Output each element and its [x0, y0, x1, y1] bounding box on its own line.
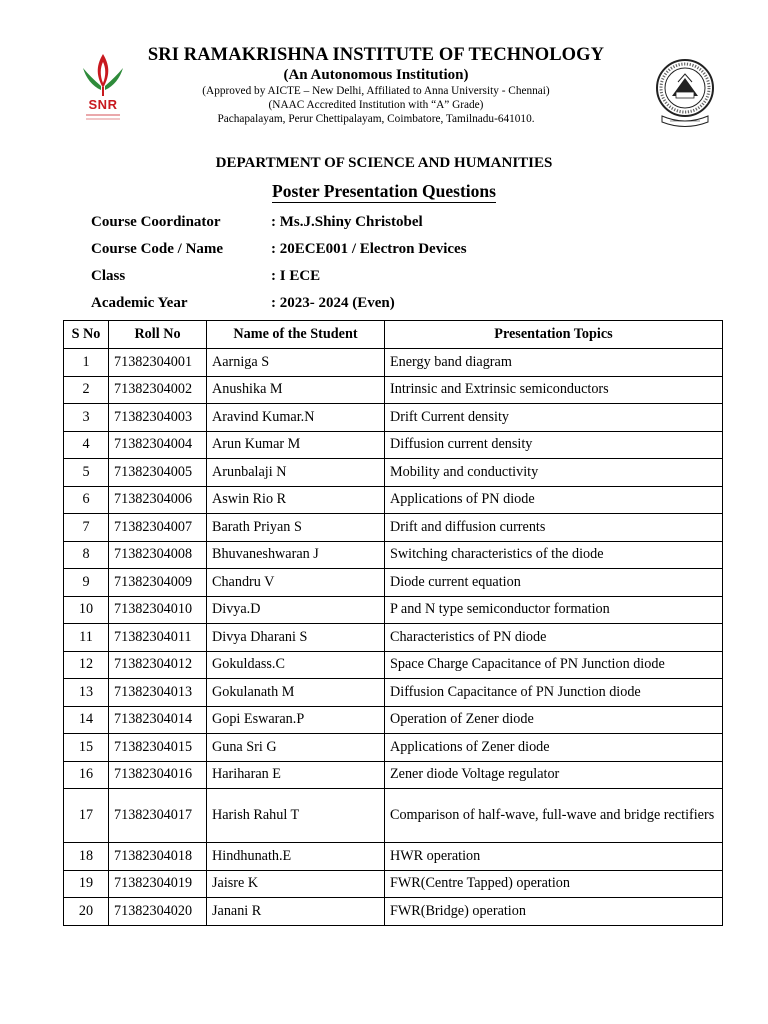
course-info-label: Course Code / Name	[91, 241, 224, 257]
course-info-value: : Ms.J.Shiny Christobel	[271, 214, 423, 230]
cell-presentation-topic: Intrinsic and Extrinsic semiconductors	[385, 376, 723, 404]
cell-presentation-topic: Applications of PN diode	[385, 486, 723, 514]
table-row	[64, 404, 723, 432]
cell-sno: 7	[64, 514, 109, 542]
cell-sno: 17	[64, 789, 109, 843]
cell-roll-no: 71382304012	[109, 651, 207, 679]
cell-student-name: Gopi Eswaran.P	[207, 706, 385, 734]
autonomous-status: (An Autonomous Institution)	[283, 67, 469, 83]
cell-presentation-topic: Comparison of half-wave, full-wave and bridge rectifiers	[385, 789, 723, 843]
course-info-value: : I ECE	[271, 268, 321, 284]
course-info-value: : 20ECE001 / Electron Devices	[271, 241, 467, 257]
table-row	[64, 843, 723, 871]
cell-student-name: Arunbalaji N	[207, 459, 385, 487]
table-row	[64, 789, 723, 843]
table-row	[64, 431, 723, 459]
cell-roll-no: 71382304018	[109, 843, 207, 871]
cell-roll-no: 71382304008	[109, 541, 207, 569]
cell-presentation-topic: P and N type semiconductor formation	[385, 596, 723, 624]
cell-presentation-topic: Applications of Zener diode	[385, 734, 723, 762]
cell-student-name: Aarniga S	[207, 349, 385, 377]
cell-presentation-topic: Diode current equation	[385, 569, 723, 597]
cell-roll-no: 71382304004	[109, 431, 207, 459]
document-title-text: Poster Presentation Questions	[272, 181, 496, 201]
table-row	[64, 486, 723, 514]
cell-presentation-topic: Drift Current density	[385, 404, 723, 432]
table-body	[64, 349, 723, 926]
cell-student-name: Aswin Rio R	[207, 486, 385, 514]
table-row	[64, 624, 723, 652]
cell-roll-no: 71382304009	[109, 569, 207, 597]
table-row	[64, 651, 723, 679]
cell-presentation-topic: Drift and diffusion currents	[385, 514, 723, 542]
header-roll-no: Roll No	[109, 321, 207, 349]
table-row	[64, 679, 723, 707]
table-row	[64, 596, 723, 624]
university-seal	[654, 56, 716, 130]
cell-roll-no: 71382304002	[109, 376, 207, 404]
cell-roll-no: 71382304007	[109, 514, 207, 542]
cell-student-name: Aravind Kumar.N	[207, 404, 385, 432]
cell-student-name: Chandru V	[207, 569, 385, 597]
cell-presentation-topic: Characteristics of PN diode	[385, 624, 723, 652]
cell-sno: 12	[64, 651, 109, 679]
snr-logo-text: SNR	[88, 97, 118, 112]
cell-student-name: Harish Rahul T	[207, 789, 385, 843]
cell-roll-no: 71382304011	[109, 624, 207, 652]
cell-roll-no: 71382304003	[109, 404, 207, 432]
table-row	[64, 514, 723, 542]
document-title	[0, 181, 768, 202]
cell-sno: 4	[64, 431, 109, 459]
cell-presentation-topic: Zener diode Voltage regulator	[385, 761, 723, 789]
table-row	[64, 761, 723, 789]
table-row	[64, 541, 723, 569]
table-row	[64, 734, 723, 762]
course-info-label: Course Coordinator	[91, 214, 221, 230]
table-row	[64, 349, 723, 377]
cell-student-name: Hariharan E	[207, 761, 385, 789]
cell-sno: 1	[64, 349, 109, 377]
cell-student-name: Gokulanath M	[207, 679, 385, 707]
cell-student-name: Gokuldass.C	[207, 651, 385, 679]
course-info-label: Class	[91, 268, 126, 284]
cell-sno: 8	[64, 541, 109, 569]
cell-sno: 20	[64, 898, 109, 926]
cell-sno: 5	[64, 459, 109, 487]
cell-roll-no: 71382304015	[109, 734, 207, 762]
table-row	[64, 870, 723, 898]
cell-sno: 11	[64, 624, 109, 652]
table-header-row	[64, 321, 723, 349]
cell-student-name: Hindhunath.E	[207, 843, 385, 871]
header-student-name: Name of the Student	[207, 321, 385, 349]
lotus-flame-icon	[78, 50, 128, 124]
cell-sno: 3	[64, 404, 109, 432]
cell-sno: 13	[64, 679, 109, 707]
cell-presentation-topic: Mobility and conductivity	[385, 459, 723, 487]
cell-presentation-topic: Diffusion current density	[385, 431, 723, 459]
cell-roll-no: 71382304010	[109, 596, 207, 624]
cell-student-name: Divya Dharani S	[207, 624, 385, 652]
address-line: Pachapalayam, Perur Chettipalayam, Coimbatore, Tamilnadu-641010.	[217, 113, 535, 125]
table-row	[64, 569, 723, 597]
cell-sno: 16	[64, 761, 109, 789]
cell-student-name: Divya.D	[207, 596, 385, 624]
cell-sno: 6	[64, 486, 109, 514]
cell-roll-no: 71382304019	[109, 870, 207, 898]
course-info-value: : 2023- 2024 (Even)	[271, 295, 395, 311]
university-seal-icon	[654, 56, 716, 130]
cell-presentation-topic: Operation of Zener diode	[385, 706, 723, 734]
cell-presentation-topic: Switching characteristics of the diode	[385, 541, 723, 569]
department-heading: DEPARTMENT OF SCIENCE AND HUMANITIES	[215, 155, 553, 171]
table-row	[64, 706, 723, 734]
cell-presentation-topic: FWR(Bridge) operation	[385, 898, 723, 926]
header-sno: S No	[64, 321, 109, 349]
table-row	[64, 376, 723, 404]
cell-presentation-topic: Space Charge Capacitance of PN Junction diode	[385, 651, 723, 679]
cell-student-name: Anushika M	[207, 376, 385, 404]
cell-student-name: Barath Priyan S	[207, 514, 385, 542]
cell-sno: 10	[64, 596, 109, 624]
cell-roll-no: 71382304013	[109, 679, 207, 707]
course-info-label: Academic Year	[91, 295, 188, 311]
cell-student-name: Arun Kumar M	[207, 431, 385, 459]
cell-student-name: Guna Sri G	[207, 734, 385, 762]
table-row	[64, 898, 723, 926]
cell-roll-no: 71382304017	[109, 789, 207, 843]
cell-sno: 19	[64, 870, 109, 898]
institution-name: SRI RAMAKRISHNA INSTITUTE OF TECHNOLOGY	[147, 45, 605, 65]
cell-presentation-topic: Energy band diagram	[385, 349, 723, 377]
header-presentation-topic: Presentation Topics	[385, 321, 723, 349]
cell-sno: 15	[64, 734, 109, 762]
accreditation-line: (NAAC Accredited Institution with “A” Grade)	[268, 99, 484, 111]
cell-roll-no: 71382304016	[109, 761, 207, 789]
cell-roll-no: 71382304014	[109, 706, 207, 734]
cell-presentation-topic: HWR operation	[385, 843, 723, 871]
cell-sno: 14	[64, 706, 109, 734]
cell-roll-no: 71382304020	[109, 898, 207, 926]
cell-roll-no: 71382304005	[109, 459, 207, 487]
cell-student-name: Janani R	[207, 898, 385, 926]
cell-sno: 9	[64, 569, 109, 597]
approval-line: (Approved by AICTE – New Delhi, Affiliated to Anna University - Chennai)	[202, 85, 550, 97]
cell-roll-no: 71382304006	[109, 486, 207, 514]
cell-sno: 2	[64, 376, 109, 404]
cell-roll-no: 71382304001	[109, 349, 207, 377]
table-row	[64, 459, 723, 487]
cell-presentation-topic: FWR(Centre Tapped) operation	[385, 870, 723, 898]
presentation-table	[63, 320, 723, 926]
cell-sno: 18	[64, 843, 109, 871]
cell-presentation-topic: Diffusion Capacitance of PN Junction diode	[385, 679, 723, 707]
snr-logo	[78, 50, 128, 124]
cell-student-name: Jaisre K	[207, 870, 385, 898]
cell-student-name: Bhuvaneshwaran J	[207, 541, 385, 569]
